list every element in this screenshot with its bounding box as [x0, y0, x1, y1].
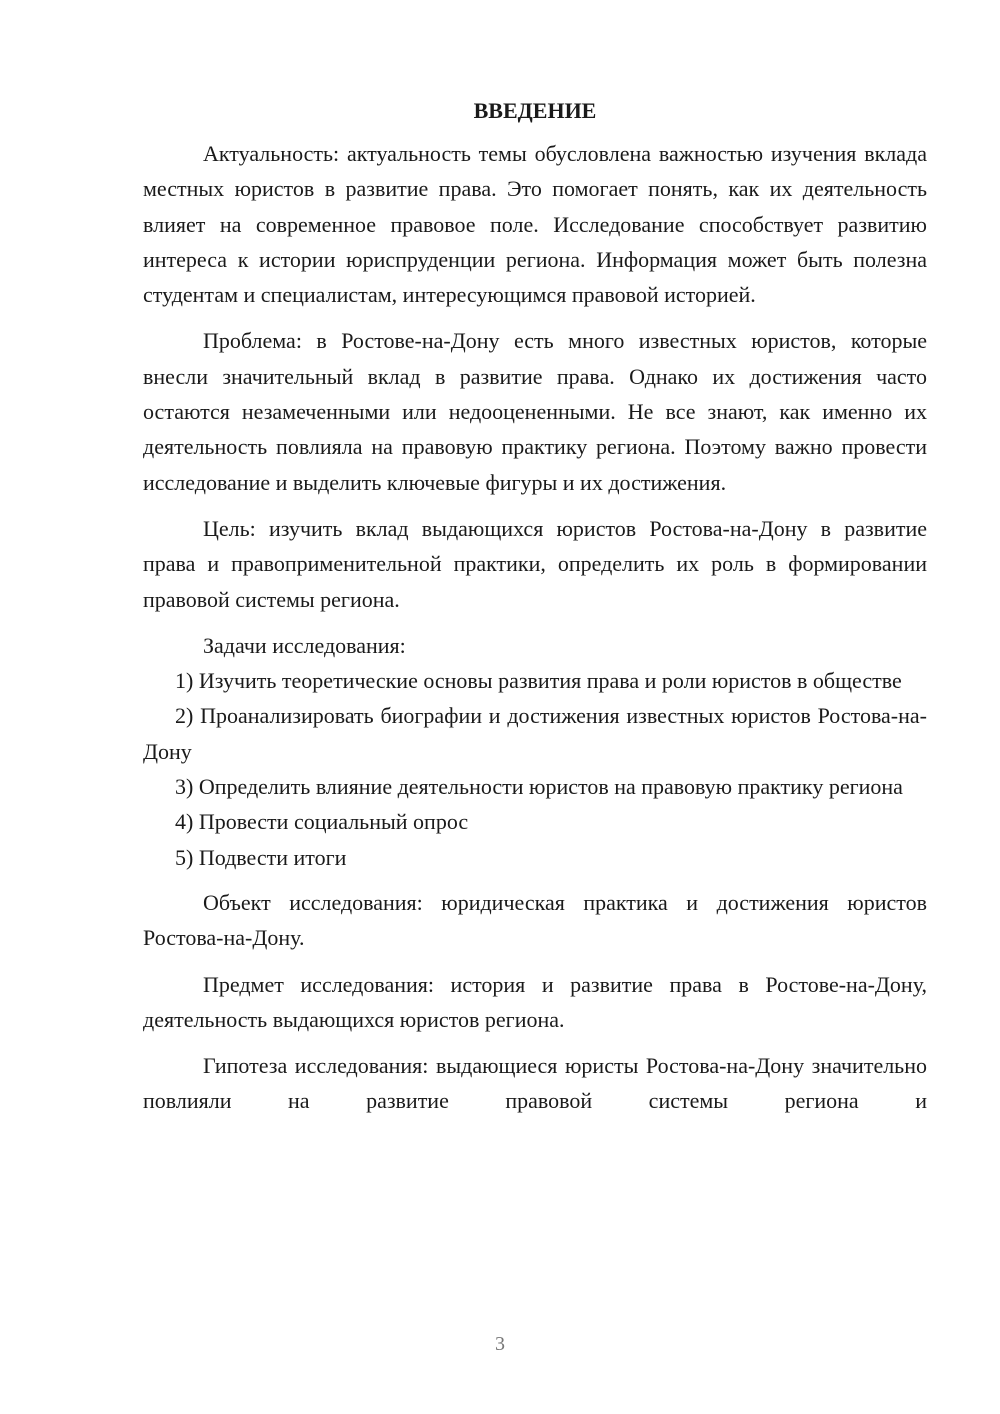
- tasks-heading: Задачи исследования:: [203, 632, 406, 658]
- task-item-5: 5) Подвести итоги: [175, 844, 347, 870]
- hypothesis-paragraph: Гипотеза исследования: выдающиеся юристы Ростова-на-Дону значительно повлияли на развитие правовой системы региона и: [143, 1053, 927, 1114]
- relevance-paragraph: Актуальность: актуальность темы обусловлена важностью изучения вклада местных юристов в развитие права. Это помогает понять, как их деятельность влияет на современное правовое поле. Исследование способствует развитию интереса к истории юриспруденции региона. Информация может быть полезна студентам и специалистам, интересующимся правовой историей.: [143, 141, 927, 308]
- task-item-1: 1) Изучить теоретические основы развития права и роли юристов в обществе: [175, 668, 902, 694]
- subject-paragraph: Предмет исследования: история и развитие права в Ростове-на-Дону, деятельность выдающихся юристов региона.: [143, 971, 927, 1032]
- goal-paragraph: Цель: изучить вклад выдающихся юристов Ростова-на-Дону в развитие права и правоприменительной практики, определить их роль в формировании правовой системы региона.: [143, 515, 927, 612]
- task-item-2: 2) Проанализировать биографии и достижения известных юристов Ростова-на-Дону: [143, 703, 927, 764]
- task-item-3: 3) Определить влияние деятельности юристов на правовую практику региона: [175, 774, 903, 800]
- problem-paragraph: Проблема: в Ростове-на-Дону есть много известных юристов, которые внесли значительный вклад в развитие права. Однако их достижения часто остаются незамеченными или недооцененными. Не все знают, как именно их деятельность повлияла на правовую практику региона. Поэтому важно провести исследование и выделить ключевые фигуры и их достижения.: [143, 328, 927, 495]
- object-paragraph: Объект исследования: юридическая практика и достижения юристов Ростова-на-Дону.: [143, 889, 927, 951]
- section-title: ВВЕДЕНИЕ: [473, 98, 597, 123]
- page-number: 3: [495, 1333, 505, 1355]
- task-item-4: 4) Провести социальный опрос: [175, 809, 469, 835]
- page-content: [143, 94, 927, 1119]
